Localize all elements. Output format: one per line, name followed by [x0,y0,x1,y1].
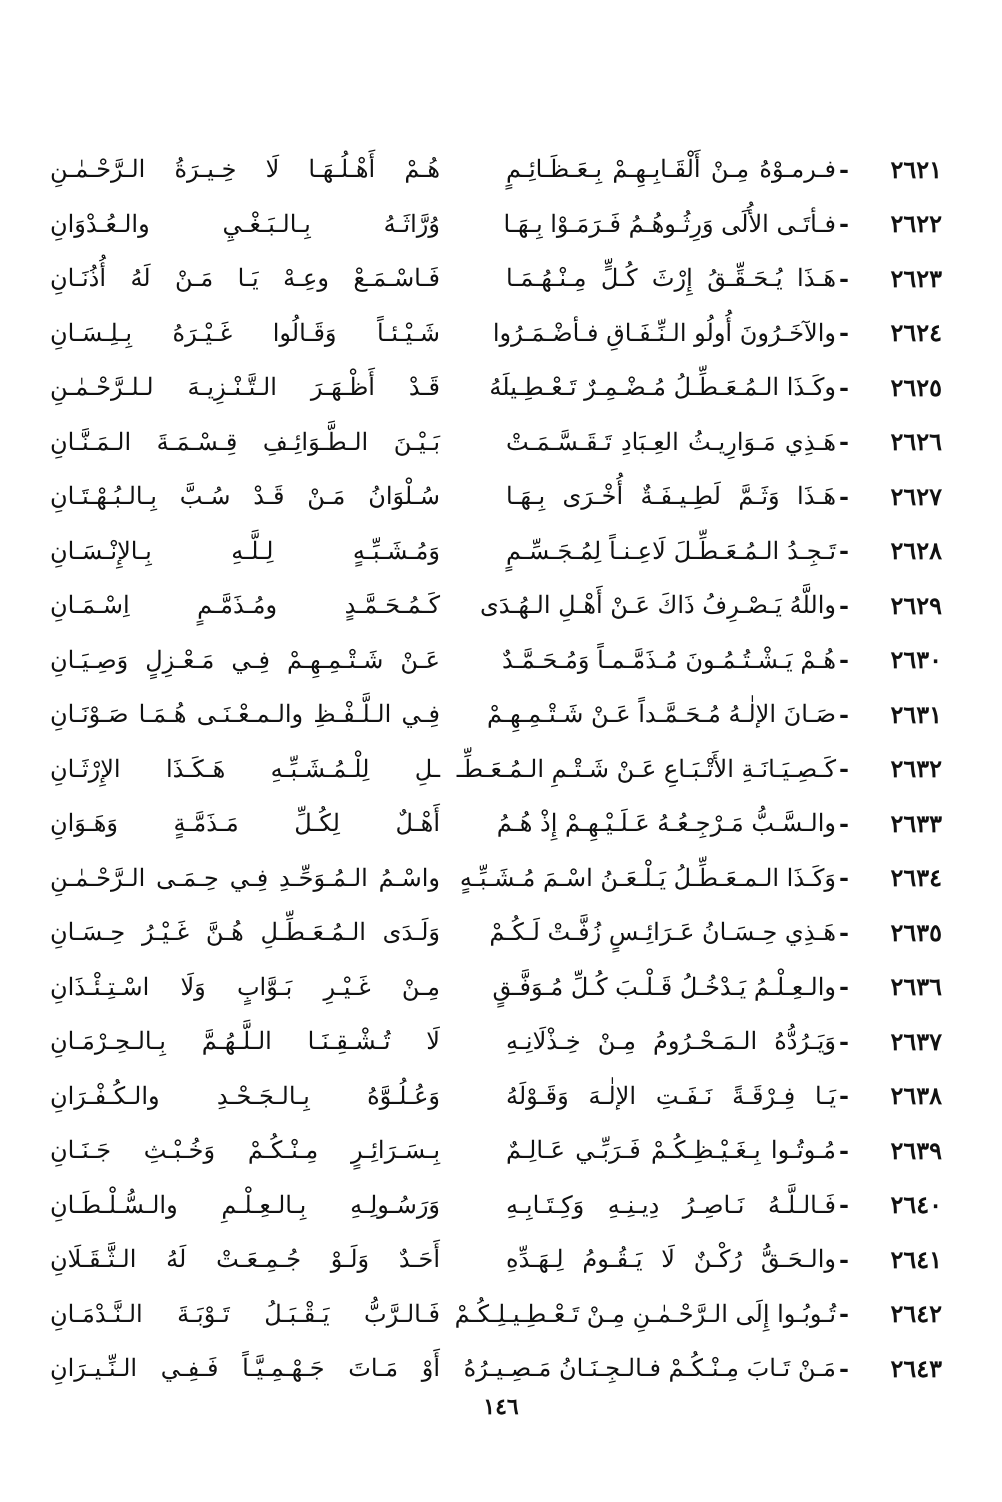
verse-first-hemistich: واللَّهُ يَـصْـرِفُ ذَاكَ عَـنْ أَهْـلِ الـهُـدَى [480,591,836,620]
verse-number: ٢٦٢٩ [890,590,942,620]
verse-first-hemistich: والآخَـرُونَ أُولُو الـنِّـفَـاقِ فـأضْـمَـرُوا [492,318,836,347]
verse-first-hemistich: تَـجِـدُ الـمُـعَـطِّـلَ لَاعِـنـاً لِمُـجَـسِّـمٍ [506,536,836,565]
verse-number: ٢٦٤٠ [890,1190,942,1220]
verse-number-dash: - [839,481,849,511]
verse-first-hemistich: فـرمـوْهُ مِـنْ أَلْقَـابِـهِـمْ بِـعَـظَـائِـمٍ [506,155,836,184]
verse-first-hemistich: هَـذِي مَـوَارِيـثُ العِـبَادِ تَـقَـسَّـمَـتْ [506,427,836,456]
verse-second-hemistich: شَـيْـئـاً وَقَـالُوا غَـيْـرَهُ بِـلِـسَـانِ [50,318,440,347]
verse-number-dash: - [839,808,849,838]
verse-second-hemistich: كَـمُـحَـمَّـدٍ ومُـذَمَّـمٍ اِسْـمَـانِ [50,591,440,620]
verse-number: ٢٦٤١ [890,1244,942,1274]
verse-number-dash: - [839,263,849,293]
page-number: ١٤٦ [483,1394,519,1420]
verse-first-hemistich: هَـذِي حِـسَـانُ عَـرَائِـسٍ زُفَّـتْ لَـكُـمْ [489,918,836,947]
verse-number-dash: - [839,209,849,239]
verse-second-hemistich: فِـي الـلَّـفْـظِ والـمـعْـنَـى هُـمَـا صَـوْنَـانِ [50,700,440,729]
verse-second-hemistich: فَـالـرَّبُّ يَـقْـبَـلُ تَـوْبَـةَ الـنَّـدْمَـانِ [50,1299,440,1328]
verse-second-hemistich: وَرَسُـولِـهِ بِـالـعِـلْـمِ والـسُّـلْـطَـانِ [50,1190,440,1219]
verse-row [50,415,942,470]
verse-number-dash: - [839,372,849,402]
verse-second-hemistich: وَلَـدَى الـمُـعَـطِّـلِ هُـنَّ غَـيْـرُ حِـسَـانِ [50,918,440,947]
verse-row [50,524,942,579]
verse-row [50,960,942,1015]
verse-number-dash: - [839,1244,849,1274]
verse-first-hemistich: وَكَـذَا الـمـعَـطِّـلُ يَـلْـعَـنُ اسْـمَ مُـشَـبِّـهٍ [459,863,836,892]
verse-number: ٢٦٣٥ [890,917,942,947]
verse-first-hemistich: فـأتَـى الأُلَى وَرِثُـوهُـمُ فَـرَمَـوْا بِـهَـا [503,209,836,238]
verse-number: ٢٦٣٣ [890,808,942,838]
verse-number-dash: - [839,863,849,893]
verse-number-dash: - [839,1190,849,1220]
verse-number: ٢٦٣٠ [890,645,942,675]
verse-row [50,851,942,906]
verse-row [50,742,942,797]
verse-second-hemistich: وَعُـلُـوَّهُ بِـالـجَـحْـدِ والـكُـفْـرَانِ [50,1081,440,1110]
verse-row [50,360,942,415]
verse-first-hemistich: فَـالـلَّـهُ نَـاصِـرُ دِيـنِـهِ وَكِـتَـابِـهِ [506,1190,836,1219]
verse-row [50,306,942,361]
verse-number-dash: - [839,536,849,566]
verse-second-hemistich: قَـدْ أَظْـهَـرَ الـتَّـنْـزِيـهَ لـلـرَّحْـمٰـنِ [50,373,440,402]
verse-number: ٢٦٣٦ [890,972,942,1002]
verse-second-hemistich: عَـنْ شَـتْـمِـهِـمْ فِـي مَـعْـزِلٍ وَصِـيَـانِ [50,645,440,674]
verse-number-dash: - [839,1026,849,1056]
verse-row [50,687,942,742]
verse-row [50,1287,942,1342]
verse-number: ٢٦٢٤ [890,318,942,348]
verse-number: ٢٦٢٨ [890,536,942,566]
verse-second-hemistich: أَهْـلٌ لِكُـلِّ مَـذَمَّـةٍ وَهَـوَانِ [50,809,440,838]
verse-row [50,142,942,197]
verse-number-dash: - [839,1299,849,1329]
verse-row [50,1232,942,1287]
verse-number: ٢٦٣٢ [890,754,942,784]
verse-number: ٢٦٣٩ [890,1135,942,1165]
verse-first-hemistich: والـحَـقُّ رُكْـنٌ لَا يَـقُـومُ لِـهَـدِّهِ [506,1245,836,1274]
verse-first-hemistich: وكَـذَا الـمُـعَـطِّـلُ مُـضْـمِـرٌ تَـعْـطِـيلَهُ [489,373,836,402]
verse-first-hemistich: هَـذَا وَثَـمَّ لَطِـيـفَـةٌ أُخْـرَى بِـهَـا [506,482,836,511]
verse-row [50,796,942,851]
verse-number: ٢٦٣٤ [890,863,942,893]
verse-first-hemistich: كَـصِـيَـانَـةِ الأَتْـبَـاعِ عَـنْ شَـتْـمِ الـمُـعَـطِّـ [456,754,836,783]
verse-row [50,197,942,252]
verse-number-dash: - [839,154,849,184]
verse-second-hemistich: واسْـمُ الـمُـوَحِّـدِ فِـي حِـمَـى الـرَّحْـمٰـنِ [50,863,440,892]
verse-number-dash: - [839,645,849,675]
verse-number-dash: - [839,1081,849,1111]
verse-first-hemistich: هُـمْ يَـشْـتُـمُـونَ مُـذَمَّـمـاً وَمُـحَـمَّـدٌ [502,645,836,674]
verse-number: ٢٦٣١ [890,699,942,729]
verse-number-dash: - [839,699,849,729]
verse-first-hemistich: هَـذَا يُـحَـقِّـقُ إِرْثَ كُـلٍّ مِـنْـهُـمَـا [506,264,836,293]
verse-second-hemistich: بِـسَـرَائِـرٍ مِـنْـكُـمْ وَخُـبْـثِ جَـنَـانِ [50,1136,440,1165]
verse-row [50,905,942,960]
verse-number-dash: - [839,1135,849,1165]
verse-number-dash: - [839,917,849,947]
verse-second-hemistich: مِـنْ غَـيْـرِ بَـوَّابٍ وَلَا اسْـتِـئْـذَانِ [50,972,440,1001]
verse-number: ٢٦٢٥ [890,372,942,402]
verse-number: ٢٦٢٢ [890,209,942,239]
verse-number: ٢٦٢٦ [890,427,942,457]
verse-row [50,1123,942,1178]
verse-number-dash: - [839,427,849,457]
verse-first-hemistich: تُـوبُـوا إِلَى الـرَّحْـمٰـنِ مِـنْ تَـعْـطِـيـلِـكُـمْ [454,1299,836,1328]
verse-first-hemistich: والـسَّـبُّ مَـرْجِـعُـهُ عَـلَـيْـهِـمْ إِذْ هُـمُ [496,809,836,838]
verse-row [50,251,942,306]
verse-first-hemistich: مَـنْ تَـابَ مِـنْـكُـمْ فـالـجِـنَـانُ مَـصِـيـرُهُ [463,1354,836,1383]
verse-number: ٢٦٤٢ [890,1299,942,1329]
verse-second-hemistich: وَمُـشَـبِّـهٍ لِـلَّـهِ بِـالإِنْـسَـانِ [50,536,440,565]
verse-number-dash: - [839,972,849,1002]
verse-number-dash: - [839,754,849,784]
verse-number: ٢٦٣٧ [890,1026,942,1056]
verse-row [50,633,942,688]
verse-row [50,1069,942,1124]
verse-number: ٢٦٢٣ [890,263,942,293]
verse-number-dash: - [839,318,849,348]
verse-second-hemistich: ـلِ لِلْـمُـشَـبِّـهِ هَـكَـذَا الإِرْثَـانِ [50,754,440,783]
verse-second-hemistich: سُـلْوَانُ مَـنْ قَـدْ سُـبَّ بِـالـبُـهْـتَـانِ [50,482,440,511]
verse-first-hemistich: والـعِـلْـمُ يَـدْخُـلُ قَـلْـبَ كُـلِّ مُـوَفَّـقٍ [492,972,836,1001]
verse-number: ٢٦٢١ [890,154,942,184]
verse-second-hemistich: أَحَـدٌ وَلَـوْ جُـمِـعَـتْ لَهُ الـثَّـقَـلَانِ [50,1245,440,1274]
verse-second-hemistich: هُـمْ أَهْـلُـهَـا لَا خِـيـرَةُ الـرَّحْـمٰـنِ [50,155,440,184]
verse-number-dash: - [839,1353,849,1383]
verse-row [50,1178,942,1233]
verse-number: ٢٦٣٨ [890,1081,942,1111]
verse-first-hemistich: مُـوتُـوا بِـغَـيْـظِـكُـمْ فَـرَبِّـي عَـالِـمٌ [506,1136,836,1165]
verse-row [50,578,942,633]
verse-first-hemistich: يَـا فِـرْقَـةً نَـفَـتِ الإلٰـهَ وَقَـوْلَهُ [506,1081,836,1110]
verse-second-hemistich: فَـاسْـمَـعْ وعِـهْ يَـا مَـنْ لَهُ أُذُنَـانِ [50,264,440,293]
verse-number: ٢٦٤٣ [890,1353,942,1383]
verse-number: ٢٦٢٧ [890,481,942,511]
verse-first-hemistich: صَـانَ الإلٰـهُ مُـحَـمَّـداً عَـنْ شَـتْـمِـهِـمْ [486,700,836,729]
verse-second-hemistich: بَـيْـنَ الـطَّـوَائِـفِ قِـسْـمَـةَ الـمَـنَّـانِ [50,427,440,456]
verse-row [50,469,942,524]
verse-number-dash: - [839,590,849,620]
verse-row [50,1014,942,1069]
verse-second-hemistich: لَا تُـشْـقِـنَـا الـلَّـهُـمَّ بِـالـحِـرْمَـانِ [50,1027,440,1056]
verse-row [50,1341,942,1396]
verse-second-hemistich: وُرَّاثَـهُ بِـالـبَـغْـيِ والـعُـدْوَانِ [50,209,440,238]
verse-list [50,142,942,1396]
verse-second-hemistich: أَوْ مَـاتَ جَـهْـمِـيَّـاً فَـفِـي الـنِّـيـرَانِ [50,1354,440,1383]
verse-first-hemistich: وَيَـرُدُّهُ الـمَـحْـرُومُ مِـنْ خِـذْلَانِـهِ [506,1027,836,1056]
